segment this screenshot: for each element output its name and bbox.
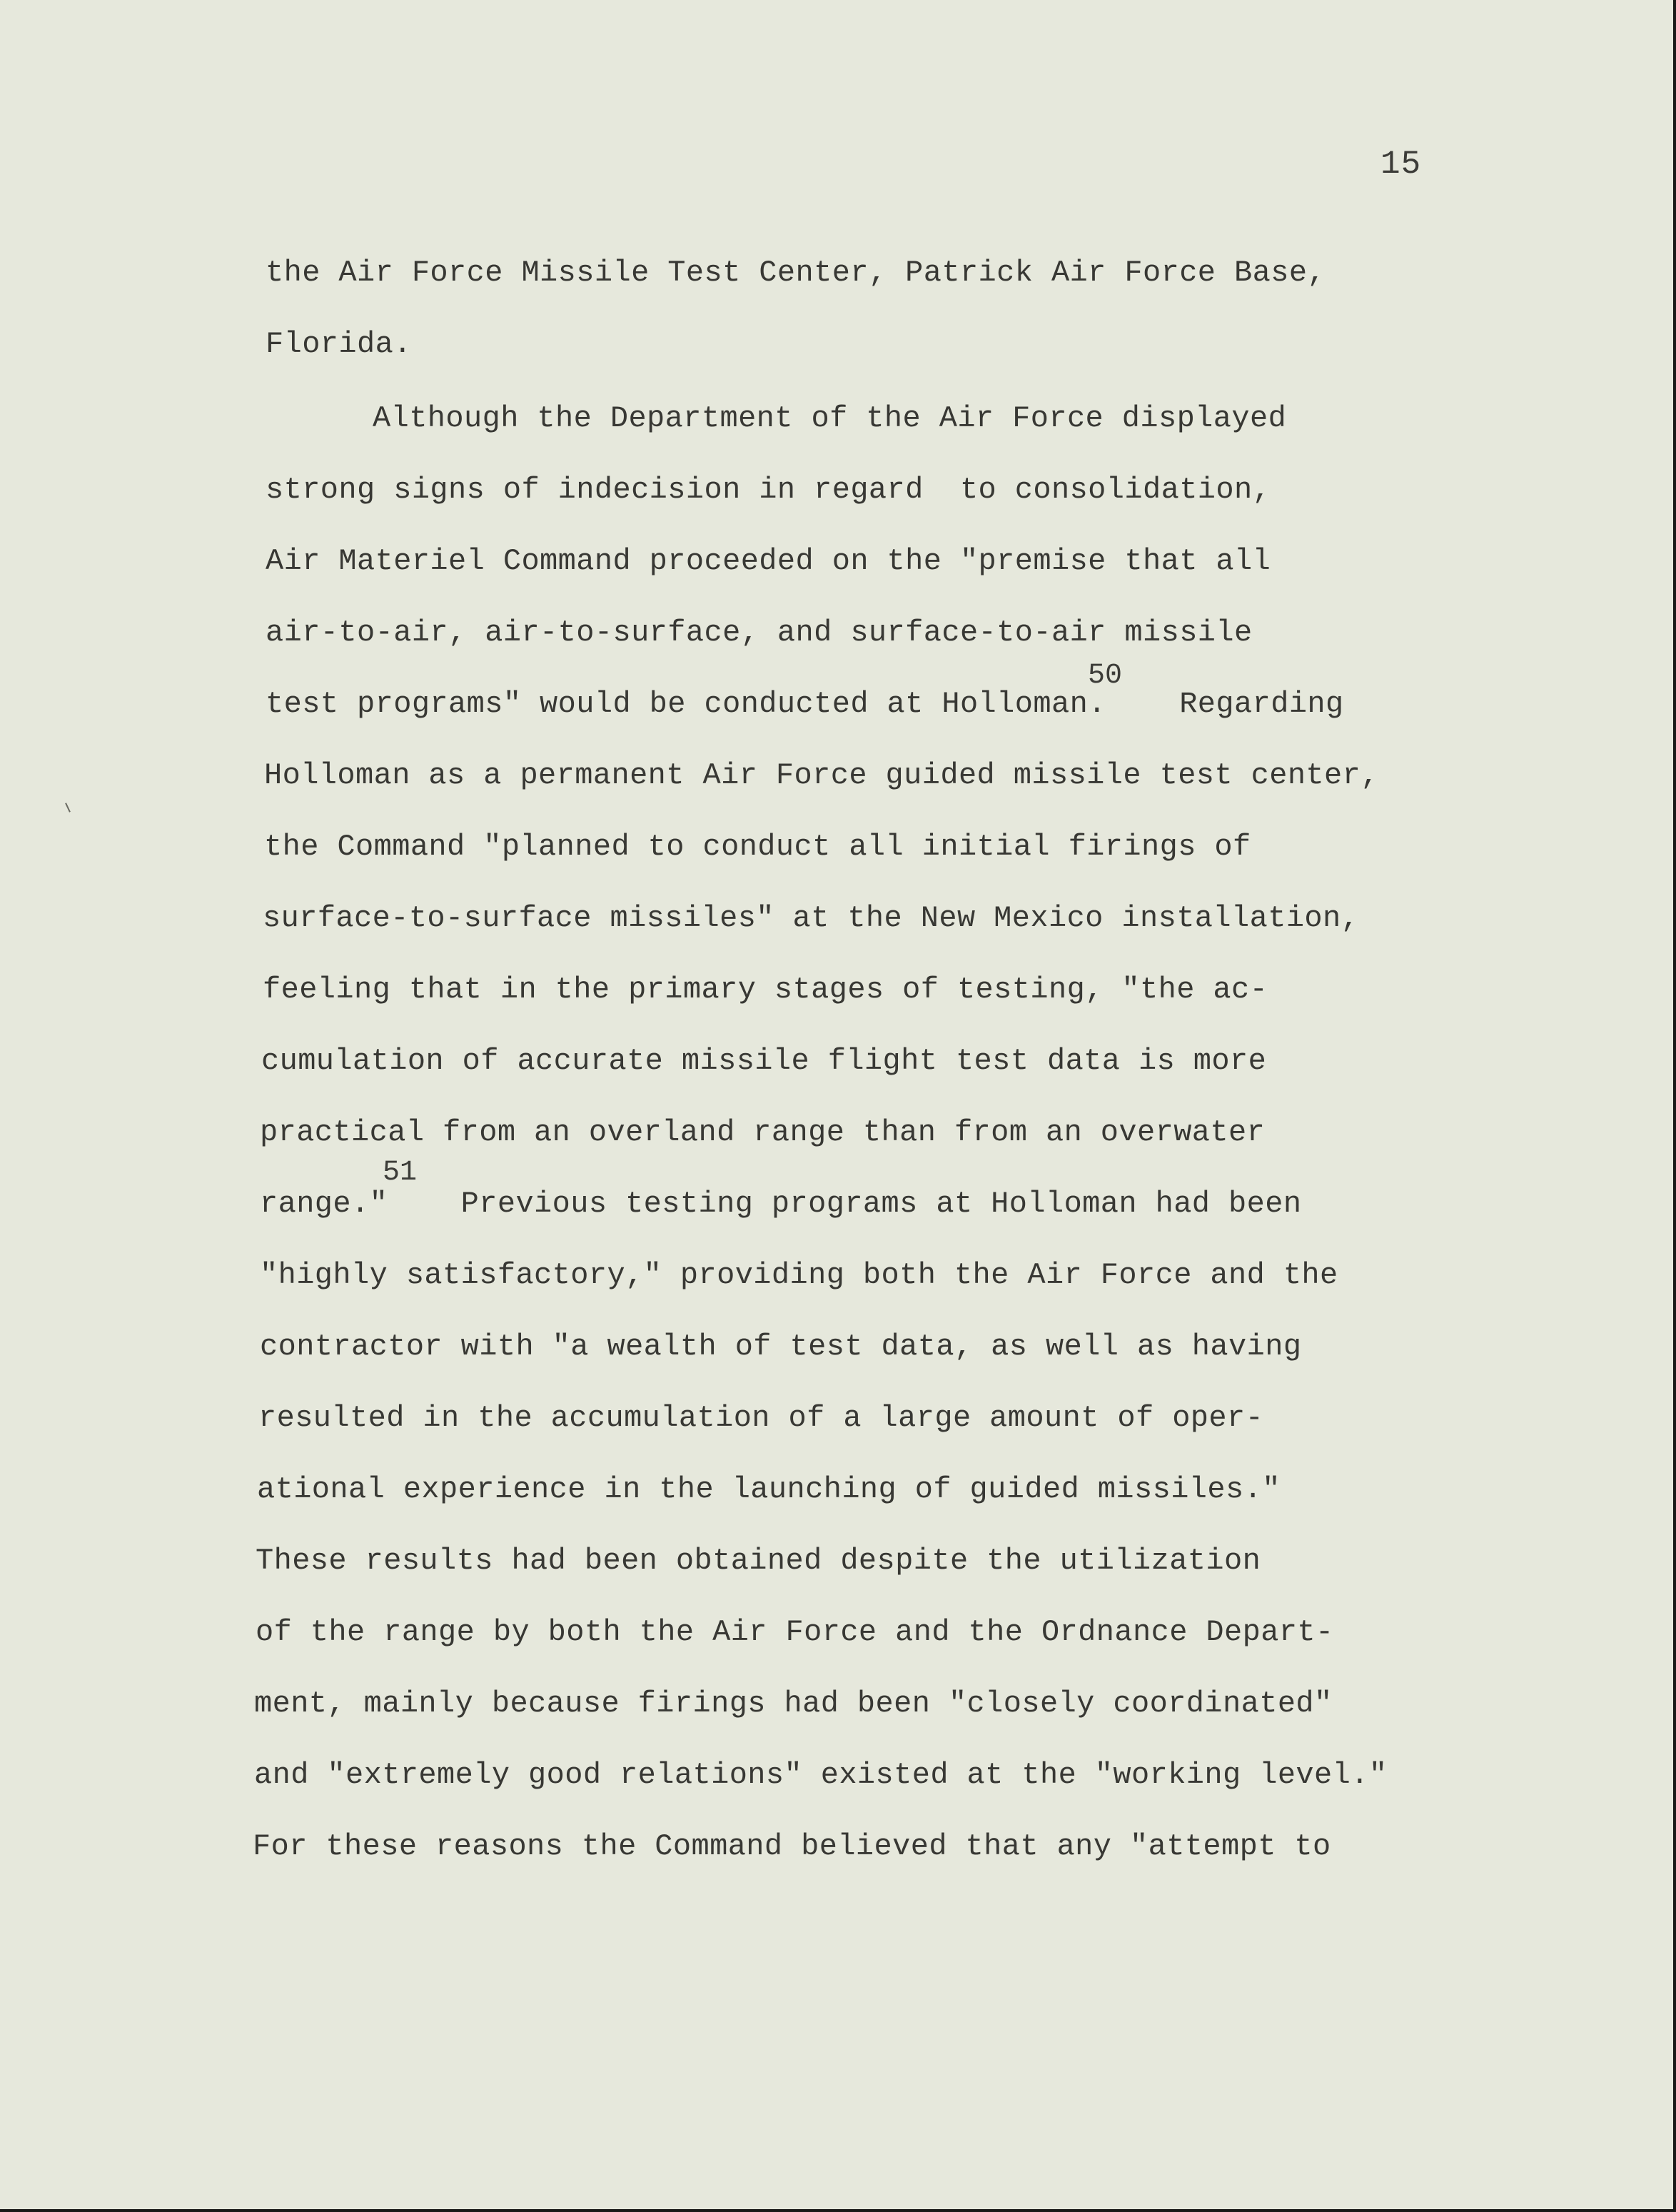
text-line-20: of the range by both the Air Force and the Ordnance Depart- — [256, 1615, 1334, 1649]
text-line-5: Air Materiel Command proceeded on the "premise that all — [266, 544, 1271, 578]
text-line-23: For these reasons the Command believed that any "attempt to — [253, 1829, 1331, 1864]
text-line-18: ational experience in the launching of guided missiles." — [257, 1472, 1281, 1507]
text-line-9: the Command "planned to conduct all initial firings of — [264, 830, 1251, 864]
text-line-16: contractor with "a wealth of test data, as well as having — [260, 1329, 1302, 1364]
text-line-13: practical from an overland range than from an overwater — [260, 1115, 1266, 1150]
text-line-12: cumulation of accurate missile flight test data is more — [261, 1044, 1267, 1078]
stray-pen-mark — [65, 803, 71, 813]
text-line-2: Florida. — [266, 327, 412, 361]
text-line-17: resulted in the accumulation of a large amount of oper- — [258, 1401, 1264, 1435]
text-line-8: Holloman as a permanent Air Force guided missile test center, — [264, 758, 1379, 793]
text-line-6: air-to-air, air-to-surface, and surface-to-air missile — [266, 615, 1253, 650]
text-line-11: feeling that in the primary stages of testing, "the ac- — [263, 972, 1268, 1007]
text-line-3: Although the Department of the Air Force displayed — [373, 401, 1287, 436]
text-line-14: range." Previous testing programs at Holloman had been — [260, 1187, 1302, 1221]
text-line-1: the Air Force Missile Test Center, Patrick Air Force Base, — [266, 256, 1326, 290]
footnote-ref-51: 51 — [383, 1157, 418, 1189]
text-line-10: surface-to-surface missiles" at the New Mexico installation, — [263, 901, 1360, 935]
text-line-21: ment, mainly because firings had been "closely coordinated" — [254, 1686, 1333, 1721]
page-number: 15 — [1380, 146, 1422, 183]
text-line-4: strong signs of indecision in regard to consolidation, — [266, 473, 1271, 507]
text-line-19: These results had been obtained despite the utilization — [256, 1544, 1261, 1578]
footnote-ref-50: 50 — [1088, 660, 1123, 692]
text-line-7: test programs" would be conducted at Holloman. Regarding — [266, 687, 1344, 721]
text-line-22: and "extremely good relations" existed at the "working level." — [254, 1758, 1388, 1792]
text-line-15: "highly satisfactory," providing both the Air Force and the — [260, 1258, 1338, 1292]
